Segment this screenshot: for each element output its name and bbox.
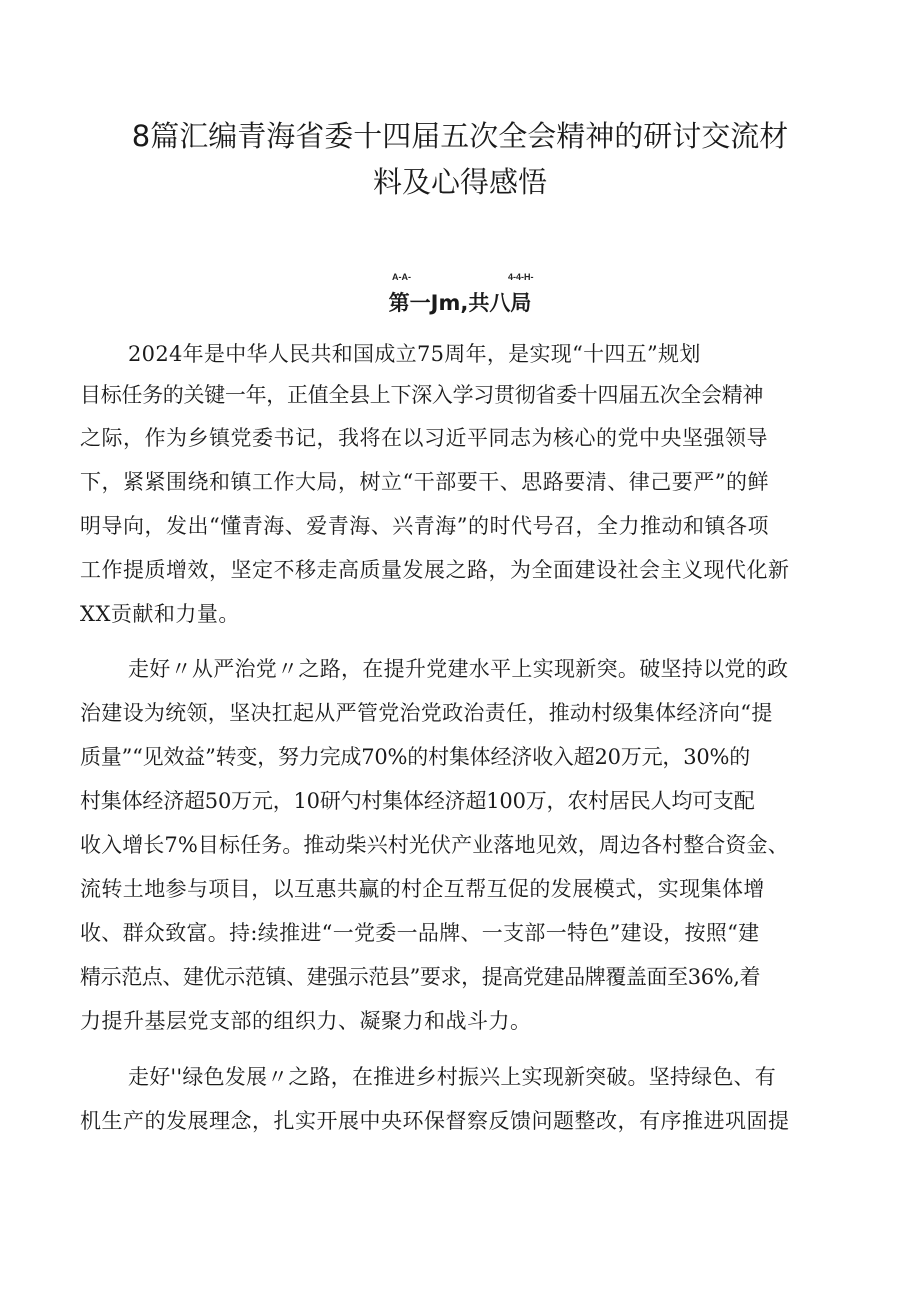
- document-title-line-2: 料及心得感悟: [372, 165, 547, 199]
- paragraph-line: 收、群众致富。持:续推进“一党委一品牌、一支部一特色”建设，按照“建: [80, 921, 760, 945]
- paragraph-line: 质量”“见效益”转变，努力完成70%的村集体经济收入超20万元，30%的: [80, 745, 751, 769]
- section-heading: 第一Jm,共八局: [388, 291, 532, 315]
- paragraph-line: 2024年是中华人民共和国成立75周年，是实现“十四五”规划: [128, 342, 701, 366]
- paragraph-line: 下，紧紧围绕和镇工作大局，树立“干部要干、思路要清、律己要严”的鲜: [80, 470, 769, 494]
- paragraph-line: 走好''绿色发展〃之路，在推进乡村振兴上实现新突破。坚持绿色、有: [128, 1065, 776, 1089]
- heading-ornament-right: 4-4-H-: [508, 272, 534, 282]
- paragraph-line: 目标任务的关键一年，正值全县上下深入学习贯彻省委十四届五次全会精神: [80, 383, 764, 407]
- paragraph-line: 之际，作为乡镇党委书记，我将在以习近平同志为核心的党中央坚强领导: [80, 426, 768, 450]
- paragraph-line: 机生产的发展理念，扎实开展中央环保督察反馈问题整改，有序推进巩固提: [80, 1109, 790, 1133]
- document-title-line-1: 8篇汇编青海省委十四届五次全会精神的研讨交流材: [131, 119, 789, 153]
- paragraph-line: 明导向，发出“懂青海、爱青海、兴青海”的时代号召，全力推动和镇各项: [80, 514, 769, 538]
- paragraph-line: 流转土地参与项目，以互惠共赢的村企互帮互促的发展模式，实现集体增: [80, 877, 765, 901]
- paragraph-line: 工作提质增效，坚定不移走高质量发展之路，为全面建设社会主义现代化新: [80, 558, 790, 582]
- paragraph-line: 力提升基层党支部的组织力、凝聚力和战斗力。: [80, 1009, 532, 1033]
- paragraph-line: 治建设为统领，坚决扛起从严管党治党政治责任，推动村级集体经济向“提: [80, 701, 773, 725]
- paragraph-line: 收入增长7%目标任务。推动柴兴村光伏产业落地见效，周边各村整合资金、: [80, 833, 789, 857]
- paragraph-line: 村集体经济超50万元，10研勺村集体经济超100万，农村居民人均可支配: [80, 789, 755, 813]
- paragraph-line: XX贡献和力量。: [80, 602, 240, 626]
- heading-ornament-left: A-A-: [392, 272, 411, 282]
- paragraph-line: 走好〃从严治党〃之路，在提升党建水平上实现新突。破坚持以党的政: [128, 657, 789, 681]
- paragraph-line: 精示范点、建优示范镇、建强示范县”要求，提高党建品牌覆盖面至36%,着: [80, 965, 761, 989]
